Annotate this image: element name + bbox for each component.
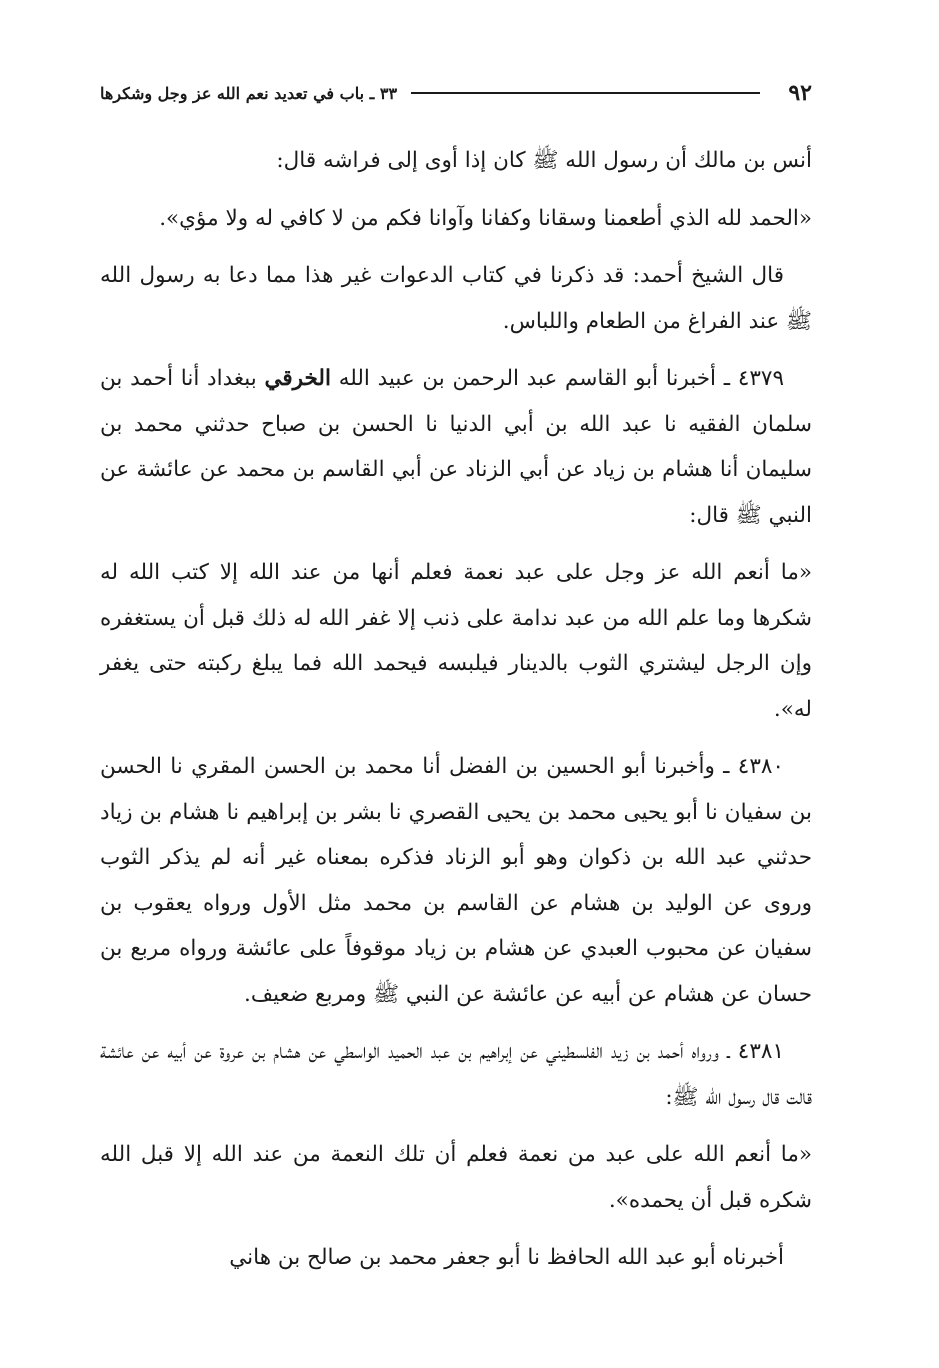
book-page bbox=[100, 78, 812, 1293]
hadith-number: ٤٣٨١ bbox=[737, 1039, 784, 1064]
quote-text: «الحمد لله الذي أطعمنا وسقانا وكفانا وآوانا فكم من لا كافي له ولا مؤي». bbox=[159, 205, 812, 231]
paragraph-text: أخبرناه أبو عبد الله الحافظ نا أبو جعفر محمد بن صالح بن هاني bbox=[229, 1245, 784, 1270]
hadith-number: ٤٣٧٩ bbox=[737, 366, 785, 391]
paragraph-continuation bbox=[100, 1235, 812, 1281]
hadith-quote bbox=[100, 196, 812, 242]
hadith-number: ٤٣٨٠ bbox=[737, 754, 784, 779]
hadith-entry-4380 bbox=[100, 744, 812, 1017]
page-number: ٩٢ bbox=[788, 80, 812, 106]
isnad-text: ـ أخبرنا أبو القاسم عبد الرحمن بن عبيد الله bbox=[338, 366, 731, 391]
quote-text: «ما أنعم الله على عبد من نعمة فعلم أن تلك النعمة من عند الله إلا قبل الله شكره قبل أن يحمده». bbox=[100, 1142, 812, 1213]
paragraph-text: قال الشيخ أحمد: قد ذكرنا في كتاب الدعوات غير هذا مما دعا به رسول الله ﷺ عند الفراغ من الطعام واللباس. bbox=[100, 263, 812, 334]
page-body bbox=[100, 138, 812, 1281]
narrator-name-bold: الخرقي bbox=[264, 366, 331, 391]
quote-text: «ما أنعم الله عز وجل على عبد نعمة فعلم أنها من عند الله إلا كتب الله له شكرها وما علم الله من عبد ندامة على ذنب إلا غفر الله له ذلك قبل أن يستغفره وإن الرجل ليشتري الثوب بالدينار فيلبسه فيحمد الله فما يبلغ ركبته حتى يغفر له». bbox=[100, 560, 812, 722]
isnad-text: ـ وأخبرنا أبو الحسين بن الفضل أنا محمد بن الحسن المقري نا الحسن بن سفيان نا أبو يحيى محمد بن يحيى القصري نا بشر بن إبراهيم نا هشام بن زياد حدثني عبد الله بن ذكوان وهو أبو الزناد فذكره بمعناه غير أنه لم يذكر الثوب وروى عن الوليد بن هشام عن القاسم بن محمد مثل الأول ورواه يعقوب بن سفيان عن محبوب العبدي عن هشام بن زياد موقوفاً على عائشة ورواه مربع بن حسان عن هشام عن أبيه عن عائشة عن النبي ﷺ ومربع ضعيف. bbox=[100, 754, 812, 1007]
running-header bbox=[100, 78, 812, 108]
paragraph-intro bbox=[100, 138, 812, 184]
header-rule bbox=[411, 92, 760, 94]
isnad-text: ـ ورواه أحمد بن زيد الفلسطيني عن إبراهيم بن عبد الحميد الواسطي عن هشام بن عروة عن أبيه عن عائشة قالت قال رسول الله ﷺ: bbox=[100, 1039, 812, 1110]
hadith-entry-4381 bbox=[100, 1029, 812, 1120]
chapter-title: ٣٣ ـ باب في تعديد نعم الله عز وجل وشكرها bbox=[100, 83, 398, 103]
paragraph-text: أنس بن مالك أن رسول الله ﷺ كان إذا أوى إلى فراشه قال: bbox=[276, 148, 812, 173]
isnad-text: ببغداد أنا أحمد بن سلمان الفقيه نا عبد الله بن أبي الدنيا نا الحسن بن صباح حدثني محمد بن سليمان أنا هشام بن زياد عن أبي الزناد عن أبي القاسم بن محمد عن عائشة عن النبي ﷺ قال: bbox=[100, 366, 813, 528]
hadith-entry-4379 bbox=[100, 356, 812, 538]
hadith-quote bbox=[100, 550, 812, 732]
hadith-quote bbox=[100, 1132, 812, 1223]
author-comment bbox=[100, 253, 812, 344]
